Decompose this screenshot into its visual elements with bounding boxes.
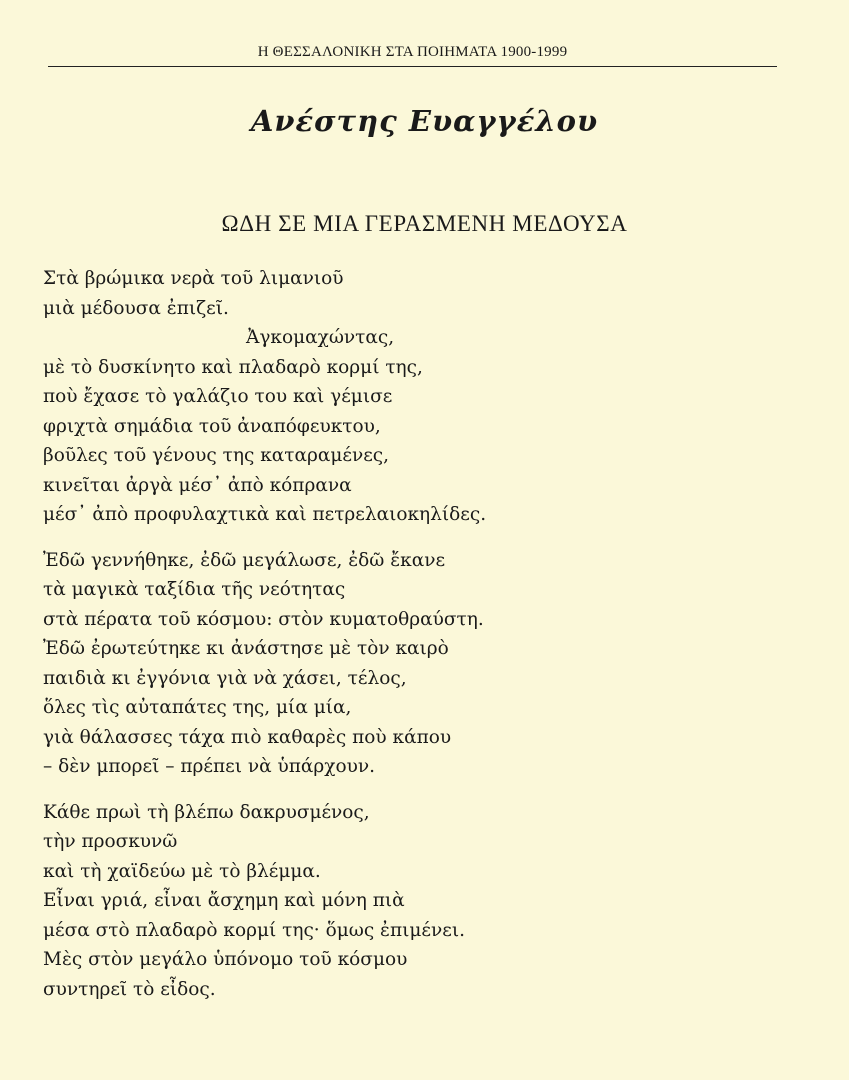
poem-line: παιδιὰ κι ἐγγόνια γιὰ νὰ χάσει, τέλος,	[43, 667, 407, 689]
poem-line: – δὲν μπορεῖ – πρέπει νὰ ὑπάρχουν.	[43, 756, 375, 777]
poem-line: Εἶναι γριά, εἶναι ἄσχημη καὶ μόνη πιὰ	[43, 890, 405, 911]
header-rule	[48, 66, 777, 67]
poem-line: μέσ᾿ ἀπὸ προφυλαχτικὰ καὶ πετρελαιοκηλίδες.	[43, 504, 487, 525]
poem-line: Ἐδῶ ἐρωτεύτηκε κι ἀνάστησε μὲ τὸν καιρὸ	[43, 638, 449, 659]
poem-line: καὶ τὴ χαϊδεύω μὲ τὸ βλέμμα.	[43, 860, 321, 882]
poem-line: τὰ μαγικὰ ταξίδια τῆς νεότητας	[43, 579, 346, 600]
poem-line: βοῦλες τοῦ γένους της καταραμένες,	[43, 445, 390, 466]
poem-title: ΩΔΗ ΣΕ ΜΙΑ ΓΕΡΑΣΜΕΝΗ ΜΕΔΟΥΣΑ	[221, 211, 628, 236]
poem-line: Κάθε πρωὶ τὴ βλέπω δακρυσμένος,	[43, 801, 370, 823]
running-header: Η ΘΕΣΣΑΛΟΝΙΚΗ ΣΤΑ ΠΟΙΗΜΑΤΑ 1900-1999	[257, 44, 568, 60]
poem-line: ποὺ ἔχασε τὸ γαλάζιο του καὶ γέμισε	[43, 386, 393, 407]
poem-line: ὅλες τὶς αὐταπάτες της, μία μία,	[43, 697, 352, 718]
poem-line: συντηρεῖ τὸ εἶδος.	[43, 978, 216, 1000]
stanza-3	[43, 798, 803, 1005]
poem-line: Ἐδῶ γεννήθηκε, ἐδῶ μεγάλωσε, ἐδῶ ἔκανε	[43, 549, 446, 571]
stanza-2	[43, 546, 803, 782]
poem-line: Στὰ βρώμικα νερὰ τοῦ λιμανιοῦ	[43, 268, 344, 289]
poem-body	[43, 264, 803, 1020]
poem-line: μέσα στὸ πλαδαρὸ κορμί της· ὅμως ἐπιμένει.	[43, 919, 465, 941]
poem-line: μιὰ μέδουσα ἐπιζεῖ.	[43, 297, 229, 319]
poem-line: φριχτὰ σημάδια τοῦ ἀναπόφευκτου,	[43, 415, 381, 437]
poem-line: στὰ πέρατα τοῦ κόσμου: στὸν κυματοθραύστη.	[43, 608, 484, 630]
stanza-1	[43, 264, 803, 530]
poem-line: τὴν προσκυνῶ	[43, 831, 178, 852]
poem-line: μὲ τὸ δυσκίνητο καὶ πλαδαρὸ κορμί της,	[43, 356, 423, 378]
poem-line: Μὲς στὸν μεγάλο ὑπόνομο τοῦ κόσμου	[43, 949, 408, 970]
author-name: Ανέστης Ευαγγέλου	[250, 104, 599, 138]
poem-line: γιὰ θάλασσες τάχα πιὸ καθαρὲς ποὺ κάπου	[43, 726, 452, 748]
poem-line: κινεῖται ἀργὰ μέσ᾿ ἀπὸ κόπρανα	[43, 474, 352, 496]
poem-line: Ἀγκομαχώντας,	[246, 327, 395, 348]
